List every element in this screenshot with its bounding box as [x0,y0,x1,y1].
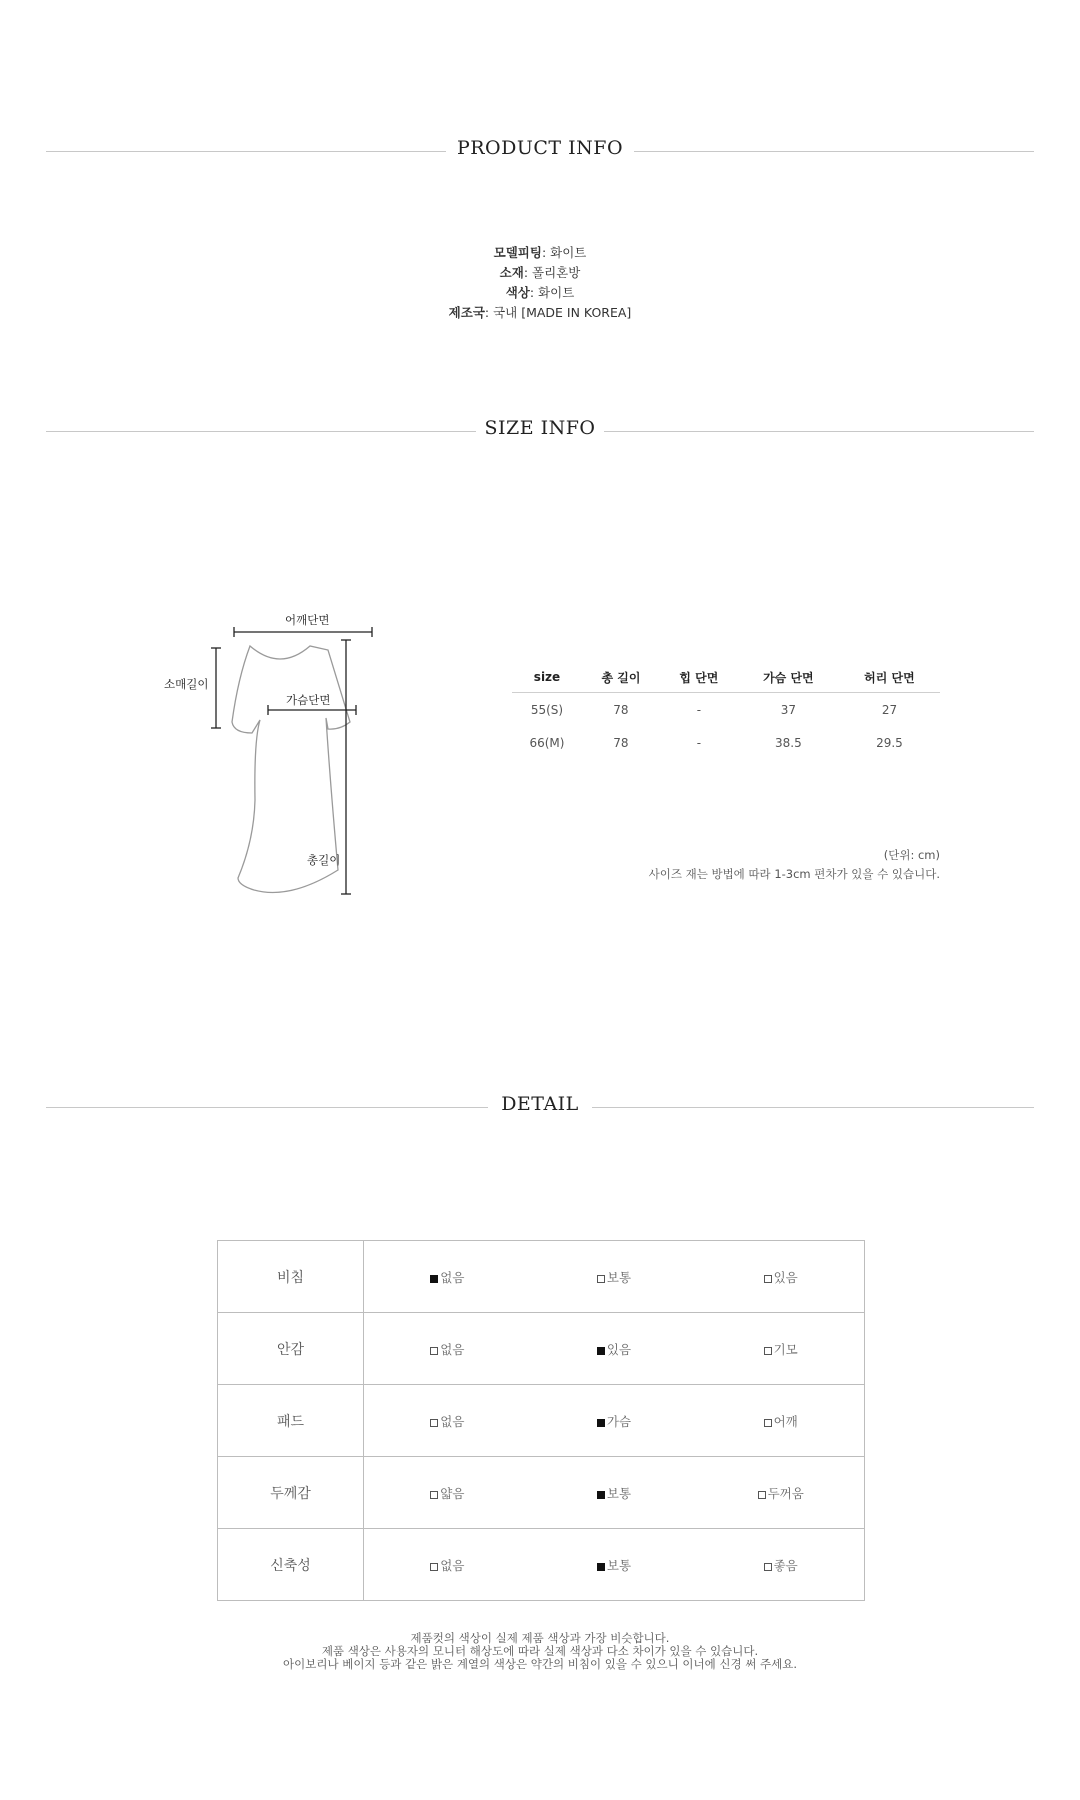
detail-option-label: 좋음 [773,1557,798,1573]
checked-box-icon [597,1419,605,1427]
col-header: 가슴 단면 [738,662,839,693]
detail-footer [0,1632,1080,1671]
size-info-title: SIZE INFO [484,417,596,439]
detail-row-label: 두께감 [218,1457,364,1529]
table-cell: - [696,735,702,750]
length-label: 총길이 [307,853,341,867]
size-notes [649,846,940,884]
detail-option-label: 얇음 [440,1485,465,1501]
detail-row [218,1385,865,1457]
detail-option [364,1412,531,1430]
table-cell: 78 [613,735,629,750]
detail-option [531,1412,698,1430]
col-header: 힙 단면 [660,662,738,693]
detail-option [697,1268,864,1286]
product-info-header [46,137,1034,167]
footer-note: 아이보리나 베이지 등과 같은 밝은 계열의 색상은 약간의 비침이 있을 수 있으니 이너에 신경 써 주세요. [283,1657,797,1671]
detail-option [531,1556,698,1574]
detail-row [218,1313,865,1385]
detail-row-label: 안감 [218,1313,364,1385]
unchecked-box-icon [430,1563,438,1571]
size-table [512,662,940,759]
detail-option-label: 있음 [773,1269,798,1285]
shoulder-label: 어깨단면 [285,613,330,627]
detail-row-label: 신축성 [218,1529,364,1601]
divider-line [592,1107,1034,1108]
table-cell: 78 [613,702,629,717]
detail-option-label: 가슴 [606,1413,632,1429]
detail-option-label: 보통 [606,1485,632,1501]
detail-option [364,1268,531,1286]
detail-option [697,1556,864,1574]
footer-note: 제품 색상은 사용자의 모니터 해상도에 따라 실제 색상과 다소 차이가 있을 수 있습니다. [321,1644,759,1658]
info-line-origin: 제조국: 국내 [MADE IN KOREA] [448,305,632,320]
size-info-header [46,417,1034,447]
unchecked-box-icon [430,1419,438,1427]
unchecked-box-icon [430,1347,438,1355]
detail-row-label: 패드 [218,1385,364,1457]
unchecked-box-icon [764,1563,772,1571]
unchecked-box-icon [764,1275,772,1283]
size-table-header [512,662,940,693]
table-cell: - [696,702,702,717]
detail-option-label: 없음 [440,1413,465,1429]
detail-option [364,1484,531,1502]
detail-row [218,1529,865,1601]
detail-option-label: 보통 [606,1269,632,1285]
footer-note: 제품컷의 색상이 실제 제품 색상과 가장 비슷합니다. [410,1631,670,1645]
detail-option-label: 보통 [606,1557,632,1573]
detail-option [697,1484,864,1502]
detail-option-label: 기모 [773,1341,798,1357]
detail-option-label: 없음 [440,1341,465,1357]
table-cell: 27 [881,702,898,717]
detail-option-label: 없음 [440,1269,465,1285]
detail-options [364,1313,865,1385]
divider-line [634,151,1034,152]
detail-row-label: 비침 [218,1241,364,1313]
detail-options [364,1385,865,1457]
product-info-list [0,243,1080,323]
detail-option-label: 없음 [440,1557,465,1573]
unit-label: (단위: cm) [883,848,940,862]
checked-box-icon [597,1347,605,1355]
detail-option [697,1340,864,1358]
garment-diagram [150,600,410,910]
detail-option-label: 어깨 [773,1413,798,1429]
col-header: size [512,662,582,693]
table-row [512,693,940,727]
dress-illustration [150,600,410,910]
detail-options [364,1529,865,1601]
detail-option [531,1340,698,1358]
unchecked-box-icon [430,1491,438,1499]
product-info-title: PRODUCT INFO [456,137,624,159]
checked-box-icon [430,1275,438,1283]
col-header: 총 길이 [582,662,660,693]
detail-options [364,1241,865,1313]
info-line-color: 색상: 화이트 [505,285,575,300]
unchecked-box-icon [597,1275,605,1283]
unchecked-box-icon [764,1419,772,1427]
unchecked-box-icon [764,1347,772,1355]
checked-box-icon [597,1563,605,1571]
detail-option [531,1484,698,1502]
detail-option-label: 두꺼움 [767,1485,804,1501]
detail-option [364,1556,531,1574]
table-row [512,726,940,759]
table-cell: 38.5 [775,735,802,750]
size-note: 사이즈 재는 방법에 따라 1-3cm 편차가 있을 수 있습니다. [648,867,940,881]
unchecked-box-icon [758,1491,766,1499]
detail-title: DETAIL [501,1093,579,1115]
detail-option-label: 있음 [606,1341,632,1357]
sleeve-label: 소매길이 [164,677,209,691]
chest-label: 가슴단면 [286,693,331,707]
info-line-model: 모델피팅: 화이트 [493,245,587,260]
col-header: 허리 단면 [839,662,940,693]
detail-table [217,1240,865,1601]
table-cell: 55(S) [530,702,564,717]
detail-header [46,1093,1034,1123]
table-cell: 29.5 [876,735,903,750]
detail-option [364,1340,531,1358]
detail-option [531,1268,698,1286]
detail-row [218,1241,865,1313]
table-cell: 66(M) [529,735,565,750]
table-cell: 37 [780,702,796,717]
detail-options [364,1457,865,1529]
detail-row [218,1457,865,1529]
detail-option [697,1412,864,1430]
checked-box-icon [597,1491,605,1499]
divider-line [604,431,1034,432]
info-line-material: 소재: 폴리혼방 [499,265,581,280]
